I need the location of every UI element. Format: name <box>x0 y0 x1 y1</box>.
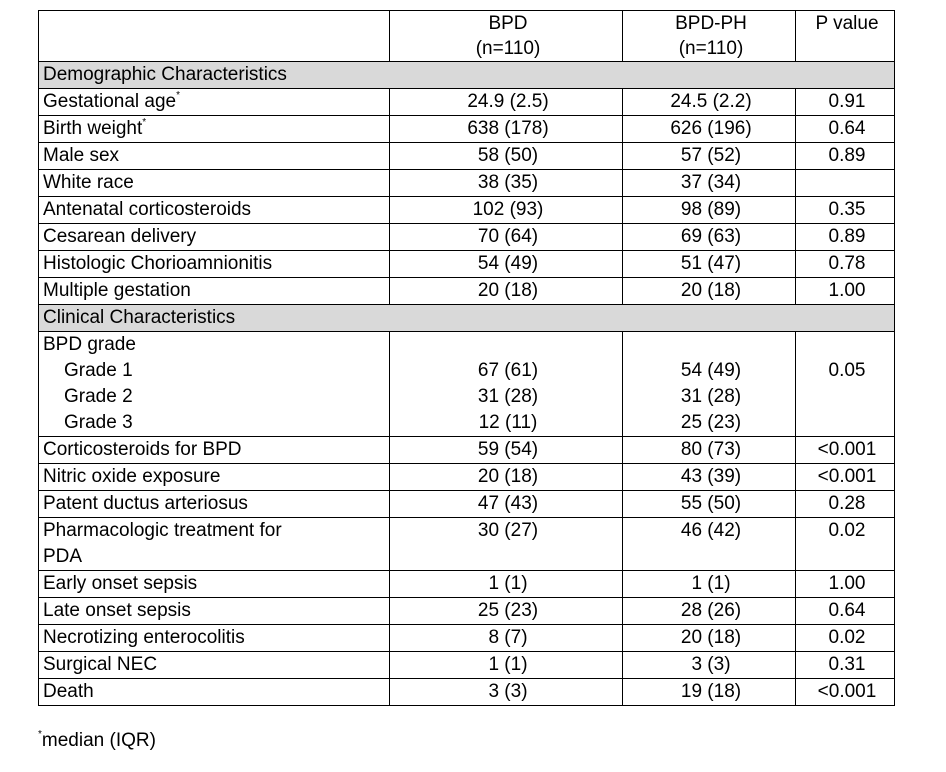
header-row <box>39 11 895 62</box>
header-bpd-n: (n=110) <box>475 38 541 59</box>
header-pvalue: P value <box>796 11 895 62</box>
p-value: 0.28 <box>796 491 895 518</box>
section-row-clinical <box>39 305 895 332</box>
grade-3-label: Grade 3 <box>64 412 133 433</box>
bpd-value: 638 (178) <box>390 116 623 143</box>
row-label: Multiple gestation <box>39 278 390 305</box>
header-label-cell <box>39 11 390 62</box>
bpd-value: 20 (18) <box>390 464 623 491</box>
grade-label: BPD grade <box>43 334 136 355</box>
row-label: Death <box>39 679 390 706</box>
bpdph-value: 19 (18) <box>623 679 796 706</box>
table-row <box>39 679 895 706</box>
p-value: 0.35 <box>796 197 895 224</box>
bpd-value: 25 (23) <box>390 598 623 625</box>
bpd-value: 8 (7) <box>390 625 623 652</box>
characteristics-table <box>38 10 895 706</box>
row-label <box>39 332 390 437</box>
bpd-value: 58 (50) <box>390 143 623 170</box>
bpdph-value: 3 (3) <box>623 652 796 679</box>
section-row-demographic <box>39 62 895 89</box>
table-footnote <box>38 728 156 754</box>
p-value: 0.02 <box>796 625 895 652</box>
table-row <box>39 89 895 116</box>
p-value: 0.91 <box>796 89 895 116</box>
bpd-value: 70 (64) <box>390 224 623 251</box>
p-value: 0.64 <box>796 598 895 625</box>
row-label: Cesarean delivery <box>39 224 390 251</box>
table-row <box>39 197 895 224</box>
bpdph-value: 626 (196) <box>623 116 796 143</box>
header-bpdph-n: (n=110) <box>678 38 744 59</box>
bpd-value: 54 (49) <box>390 251 623 278</box>
table-row <box>39 170 895 197</box>
p-value: 1.00 <box>796 278 895 305</box>
footnote-mark: * <box>38 729 42 740</box>
section-title: Demographic Characteristics <box>39 62 895 89</box>
row-label: Surgical NEC <box>39 652 390 679</box>
p-value: 1.00 <box>796 571 895 598</box>
p-value: 0.78 <box>796 251 895 278</box>
bpdph-value: 51 (47) <box>623 251 796 278</box>
header-bpdph-name: BPD-PH <box>675 13 747 34</box>
bpdph-value: 24.5 (2.2) <box>623 89 796 116</box>
grade-1-label: Grade 1 <box>64 360 133 381</box>
bpdph-value: 28 (26) <box>623 598 796 625</box>
bpdph-value: 43 (39) <box>623 464 796 491</box>
bpd-value: 1 (1) <box>390 652 623 679</box>
p-value: 0.89 <box>796 143 895 170</box>
table-row <box>39 251 895 278</box>
bpd-value: 67 (61) 31 (28) 12 (11) <box>390 332 623 437</box>
p-value: 0.89 <box>796 224 895 251</box>
row-label: Birth weight* <box>39 116 390 143</box>
row-label: Early onset sepsis <box>39 571 390 598</box>
row-label: Histologic Chorioamnionitis <box>39 251 390 278</box>
table-row <box>39 143 895 170</box>
p-value: 0.05 <box>796 332 895 437</box>
footnote-text: median (IQR) <box>41 730 156 751</box>
footnote-mark: * <box>176 90 180 101</box>
table-row <box>39 652 895 679</box>
p-value: <0.001 <box>796 437 895 464</box>
bpdph-value: 80 (73) <box>623 437 796 464</box>
header-bpd <box>390 11 623 62</box>
bpd-value: 38 (35) <box>390 170 623 197</box>
p-value <box>796 170 895 197</box>
table-row <box>39 571 895 598</box>
bpd-value: 47 (43) <box>390 491 623 518</box>
table-row <box>39 116 895 143</box>
p-value: <0.001 <box>796 679 895 706</box>
bpd-value: 20 (18) <box>390 278 623 305</box>
bpd-value: 1 (1) <box>390 571 623 598</box>
row-label: Gestational age* <box>39 89 390 116</box>
row-label: Late onset sepsis <box>39 598 390 625</box>
bpdph-value: 20 (18) <box>623 278 796 305</box>
bpdph-value: 98 (89) <box>623 197 796 224</box>
table-row <box>39 598 895 625</box>
bpdph-value: 46 (42) <box>623 518 796 571</box>
table-row <box>39 491 895 518</box>
bpdph-value: 20 (18) <box>623 625 796 652</box>
bpd-value: 3 (3) <box>390 679 623 706</box>
row-label: Pharmacologic treatment for PDA <box>39 518 390 571</box>
table-row <box>39 464 895 491</box>
table-row <box>39 518 895 571</box>
p-value: 0.64 <box>796 116 895 143</box>
row-label: Antenatal corticosteroids <box>39 197 390 224</box>
bpd-value: 59 (54) <box>390 437 623 464</box>
row-label: Corticosteroids for BPD <box>39 437 390 464</box>
table-row <box>39 278 895 305</box>
row-label: White race <box>39 170 390 197</box>
bpd-value: 30 (27) <box>390 518 623 571</box>
table-row <box>39 224 895 251</box>
bpd-value: 24.9 (2.5) <box>390 89 623 116</box>
row-label: Nitric oxide exposure <box>39 464 390 491</box>
bpdph-value: 54 (49) 31 (28) 25 (23) <box>623 332 796 437</box>
bpd-value: 102 (93) <box>390 197 623 224</box>
table-row <box>39 625 895 652</box>
bpdph-value: 37 (34) <box>623 170 796 197</box>
bpdph-value: 57 (52) <box>623 143 796 170</box>
table-row-bpd-grade <box>39 332 895 437</box>
p-value: 0.31 <box>796 652 895 679</box>
section-title: Clinical Characteristics <box>39 305 895 332</box>
footnote-mark: * <box>142 117 147 128</box>
bpdph-value: 69 (63) <box>623 224 796 251</box>
grade-2-label: Grade 2 <box>64 386 133 407</box>
row-label: Necrotizing enterocolitis <box>39 625 390 652</box>
header-bpd-name: BPD <box>488 13 528 34</box>
table-row <box>39 437 895 464</box>
bpdph-value: 1 (1) <box>623 571 796 598</box>
row-label: Male sex <box>39 143 390 170</box>
bpdph-value: 55 (50) <box>623 491 796 518</box>
row-label: Patent ductus arteriosus <box>39 491 390 518</box>
header-bpdph <box>623 11 796 62</box>
p-value: 0.02 <box>796 518 895 571</box>
p-value: <0.001 <box>796 464 895 491</box>
